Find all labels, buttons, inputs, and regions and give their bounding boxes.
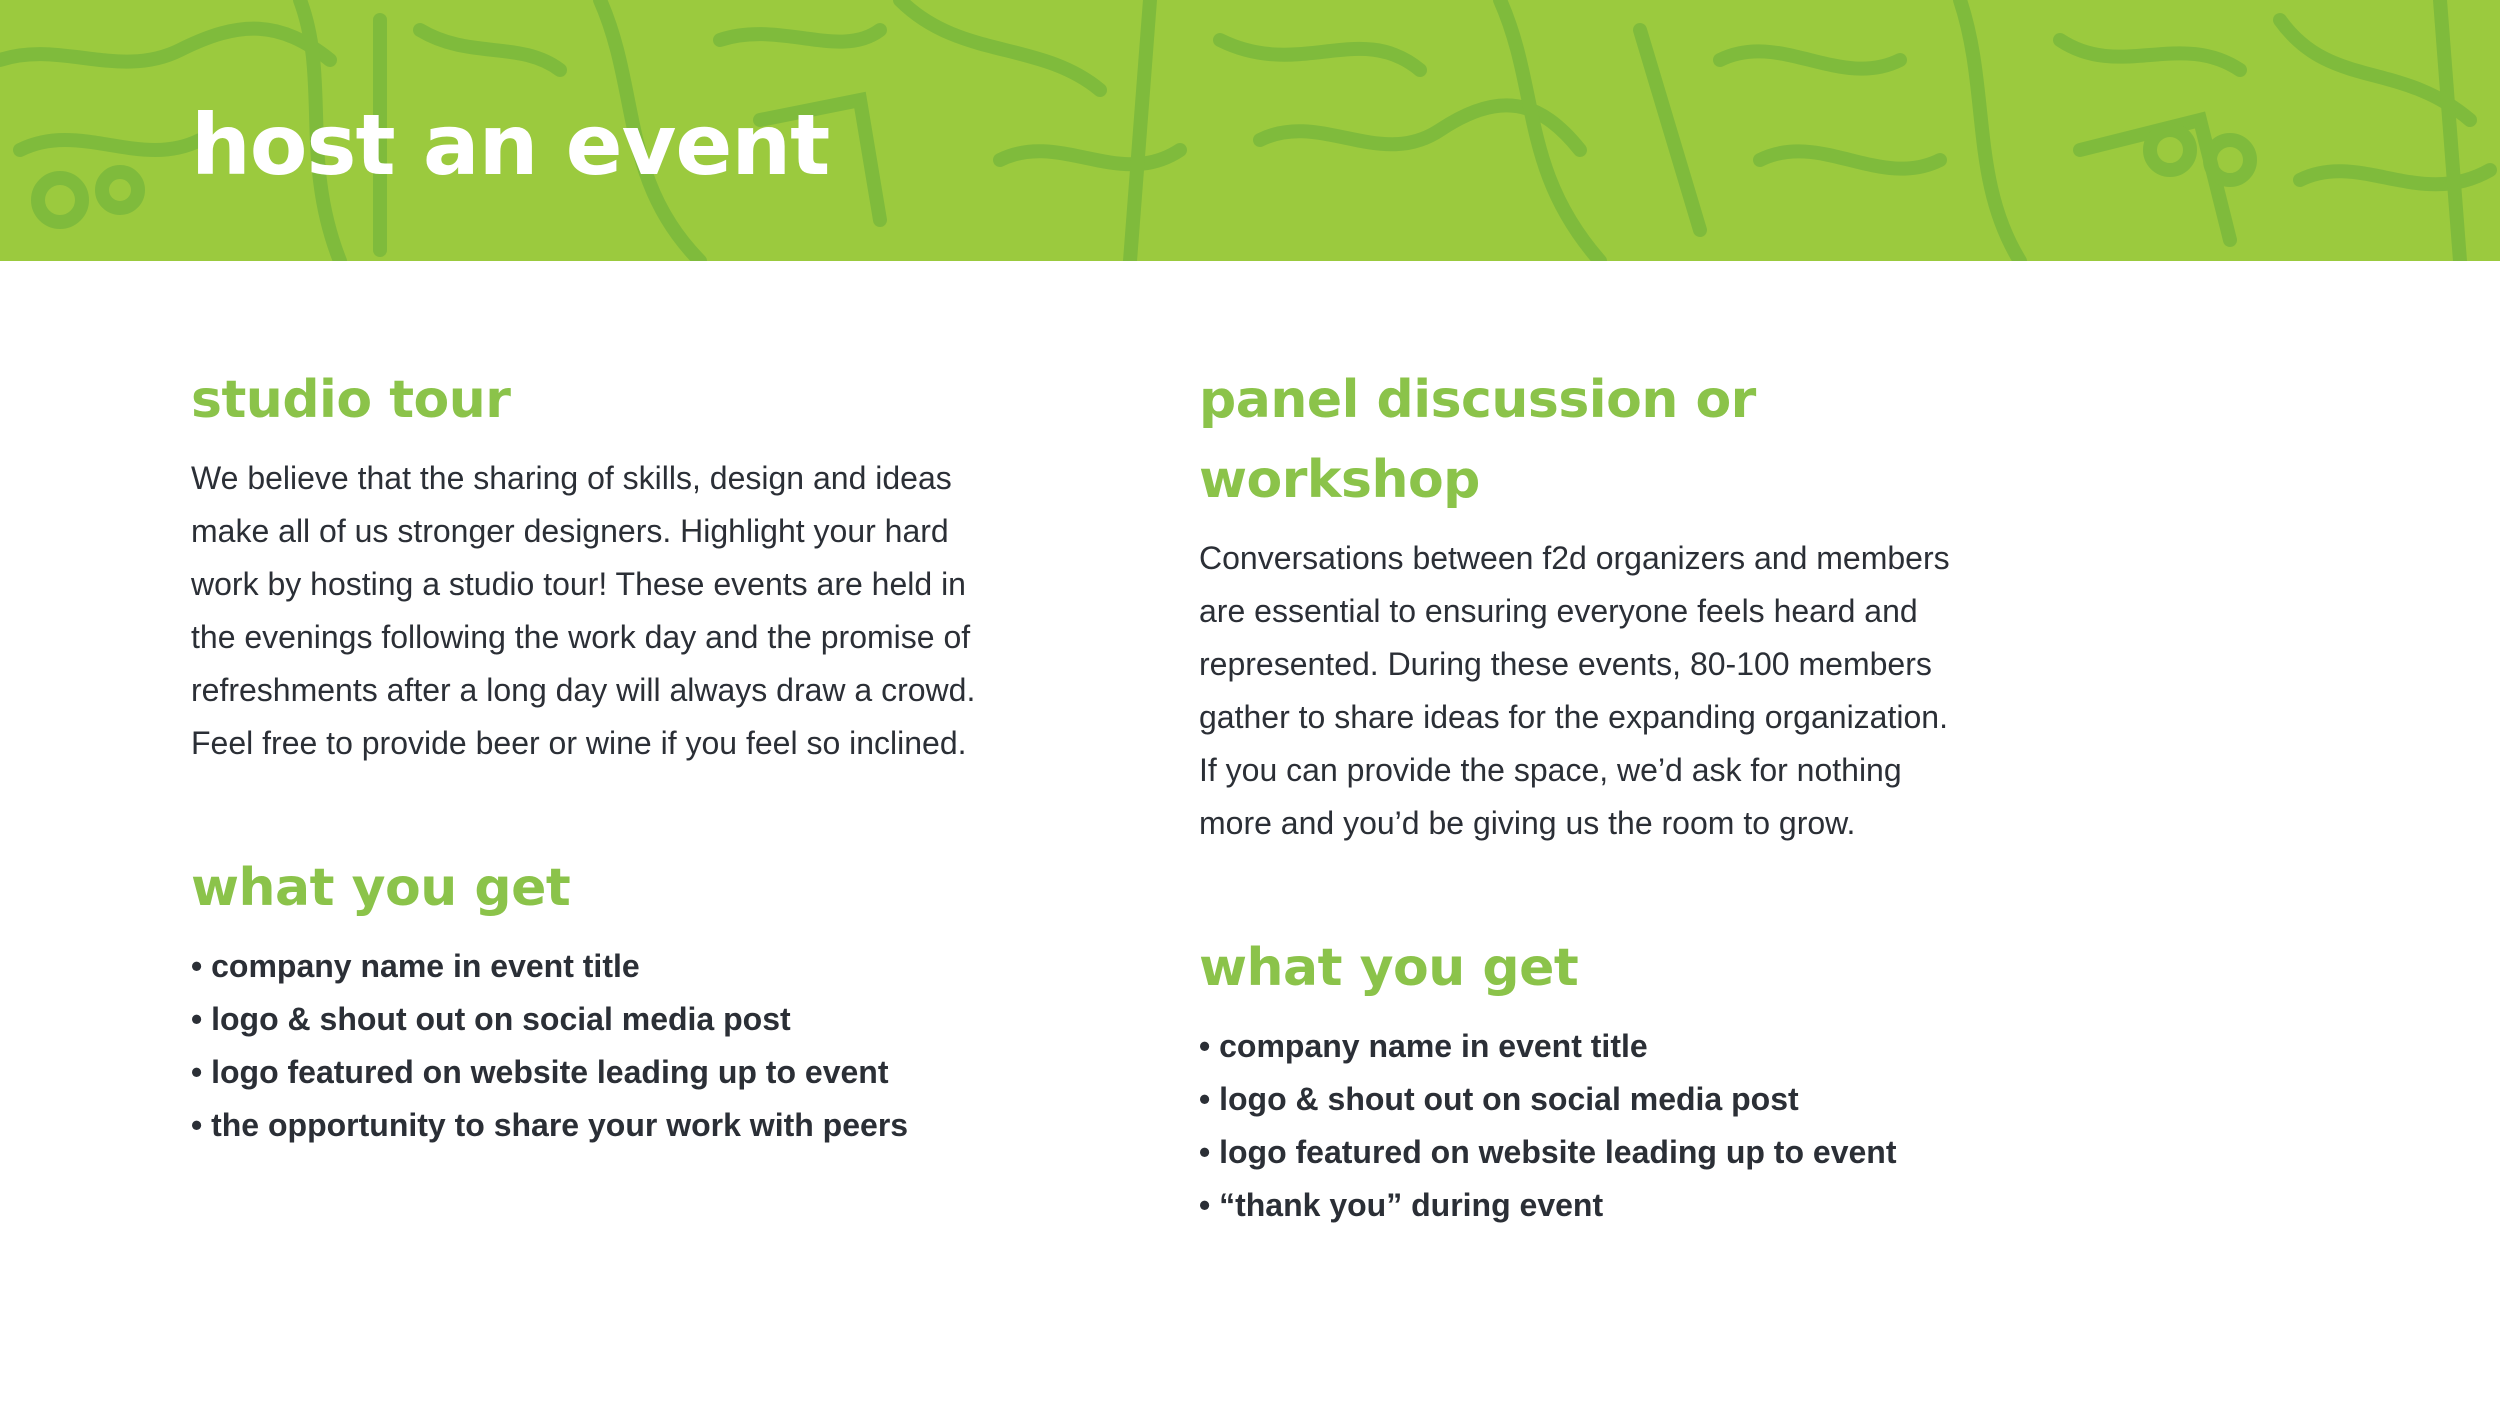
studio-tour-column bbox=[191, 360, 1031, 1152]
header-banner bbox=[0, 0, 2500, 261]
paragraph-line: refreshments after a long day will always draw a crowd. bbox=[191, 672, 976, 708]
panel-discussion-heading: panel discussion or workshop bbox=[1199, 370, 1756, 510]
paragraph-line: work by hosting a studio tour! These events are held in bbox=[191, 566, 966, 602]
list-item: • logo featured on website leading up to event bbox=[191, 1054, 889, 1090]
paragraph-line: more and you’d be giving us the room to grow. bbox=[1199, 805, 1856, 841]
studio-tour-heading: studio tour bbox=[191, 370, 511, 430]
panel-discussion-column bbox=[1199, 360, 2039, 1232]
paragraph-line: the evenings following the work day and the promise of bbox=[191, 619, 971, 655]
paragraph-line: make all of us stronger designers. Highlight your hard bbox=[191, 513, 949, 549]
paragraph-line: Feel free to provide beer or wine if you feel so inclined. bbox=[191, 725, 967, 761]
list-item: • logo & shout out on social media post bbox=[1199, 1081, 1799, 1117]
list-item: • company name in event title bbox=[191, 948, 640, 984]
paragraph-line: gather to share ideas for the expanding organization. bbox=[1199, 699, 1948, 735]
paragraph-line: We believe that the sharing of skills, design and ideas bbox=[191, 460, 952, 496]
studio-tour-benefits-list bbox=[191, 940, 1031, 1152]
list-item: • company name in event title bbox=[1199, 1028, 1648, 1064]
list-item: • the opportunity to share your work with peers bbox=[191, 1107, 909, 1143]
panel-discussion-benefits-heading: what you get bbox=[1199, 938, 1579, 998]
page-title: host an event bbox=[191, 96, 830, 194]
panel-discussion-description bbox=[1199, 532, 1999, 850]
paragraph-line: represented. During these events, 80-100 members bbox=[1199, 646, 1932, 682]
studio-tour-description bbox=[191, 452, 991, 770]
list-item: • logo & shout out on social media post bbox=[191, 1001, 791, 1037]
studio-tour-benefits-heading: what you get bbox=[191, 858, 571, 918]
list-item: • “thank you” during event bbox=[1199, 1187, 1604, 1223]
paragraph-line: Conversations between f2d organizers and members bbox=[1199, 540, 1950, 576]
paragraph-line: If you can provide the space, we’d ask for nothing bbox=[1199, 752, 1902, 788]
panel-discussion-benefits-list bbox=[1199, 1020, 2039, 1232]
paragraph-line: are essential to ensuring everyone feels heard and bbox=[1199, 593, 1918, 629]
list-item: • logo featured on website leading up to event bbox=[1199, 1134, 1897, 1170]
